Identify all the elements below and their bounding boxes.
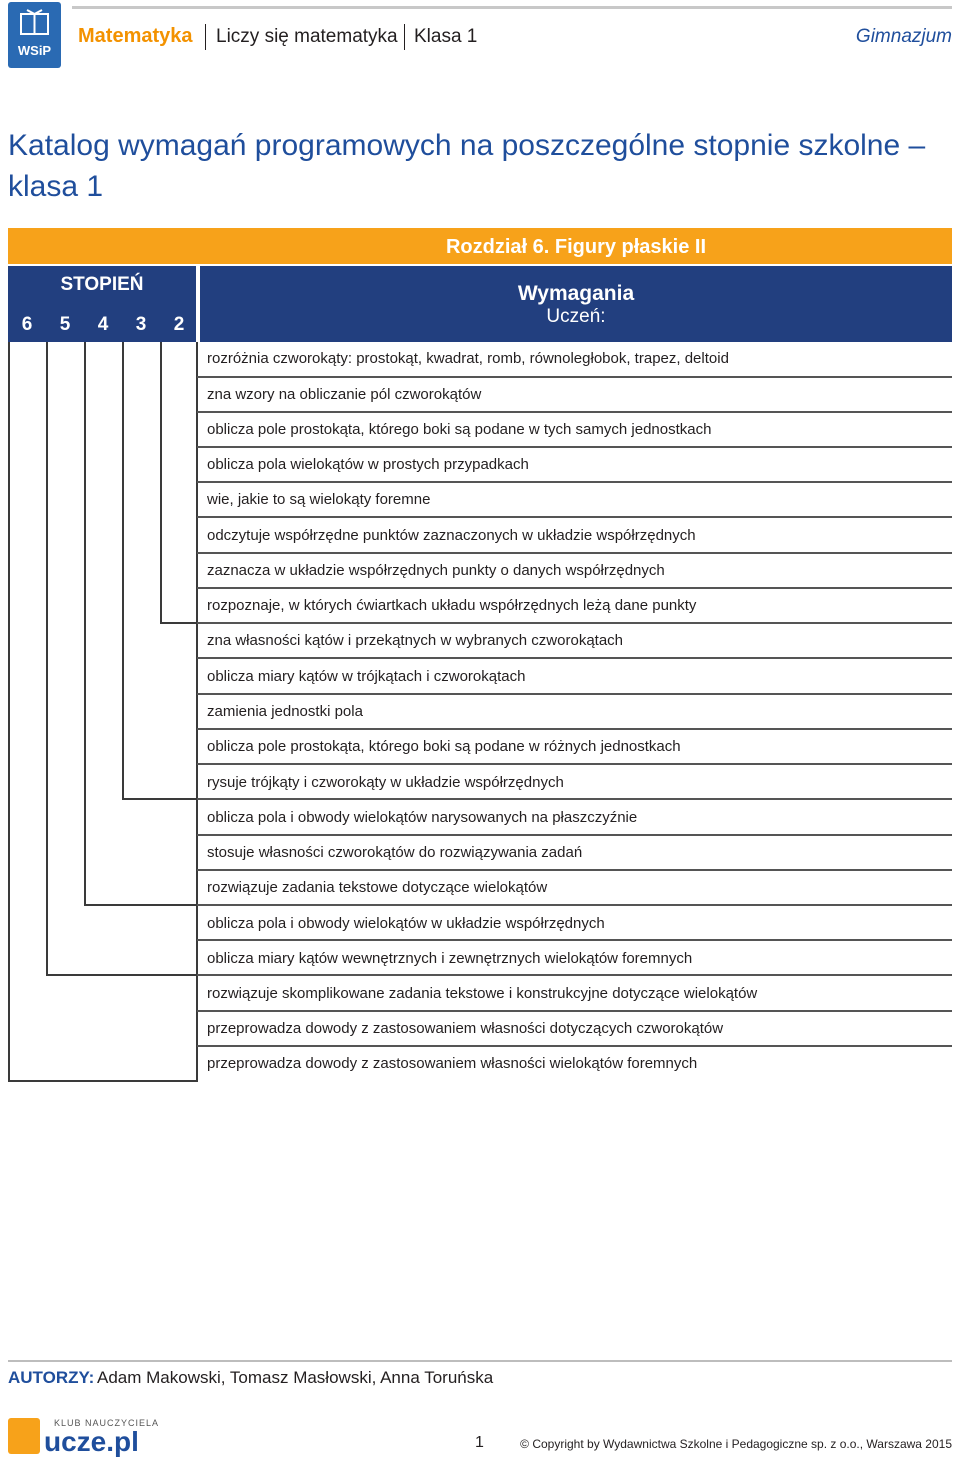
authors-names: Adam Makowski, Tomasz Masłowski, Anna Toruńska <box>97 1368 494 1387</box>
requirement-row: oblicza pola i obwody wielokątów narysowanych na płaszczyźnie <box>207 809 638 826</box>
requirement-row: przeprowadza dowody z zastosowaniem własności dotyczących czworokątów <box>207 1020 724 1037</box>
requirement-row: rozróżnia czworokąty: prostokąt, kwadrat, romb, równoległobok, trapez, deltoid <box>207 350 729 367</box>
requirement-row: oblicza miary kątów wewnętrznych i zewnętrznych wielokątów foremnych <box>207 950 693 967</box>
row-divider <box>197 376 952 378</box>
requirement-row: rysuje trójkąty i czworokąty w układzie współrzędnych <box>207 774 564 791</box>
ucze-logo-icon <box>8 1418 40 1454</box>
club-label: KLUB NAUCZYCIELA <box>54 1418 160 1428</box>
row-divider <box>197 481 952 483</box>
requirement-row: rozwiązuje skomplikowane zadania tekstowe i konstrukcyjne dotyczące wielokątów <box>207 985 758 1002</box>
requirement-row: oblicza pole prostokąta, którego boki są podane w różnych jednostkach <box>207 738 681 755</box>
row-divider <box>197 1010 952 1012</box>
row-divider <box>197 939 952 941</box>
grade-5-bracket-end <box>46 974 198 976</box>
requirement-row: zna własności kątów i przekątnych w wybranych czworokątach <box>207 632 624 649</box>
grade-header-label: STOPIEŃ <box>60 274 144 295</box>
requirement-row: oblicza pole prostokąta, którego boki są podane w tych samych jednostkach <box>207 421 712 438</box>
grade-4-bracket <box>84 342 86 906</box>
row-divider <box>197 587 952 589</box>
copyright: © Copyright by Wydawnictwa Szkolne i Pedagogiczne sp. z o.o., Warszawa 2015 <box>520 1437 952 1451</box>
requirement-row: zaznacza w układzie współrzędnych punkty o danych współrzędnych <box>207 562 665 579</box>
ucze-brand: ucze.pl <box>44 1426 139 1457</box>
requirement-row: rozwiązuje zadania tekstowe dotyczące wielokątów <box>207 879 548 896</box>
requirement-row: oblicza miary kątów w trójkątach i czworokątach <box>207 668 526 685</box>
requirements-label: Wymagania <box>517 282 635 305</box>
row-divider <box>197 516 952 518</box>
grade-2-bracket-end <box>160 622 198 624</box>
requirement-row: przeprowadza dowody z zastosowaniem własności wielokątów foremnych <box>207 1055 698 1072</box>
requirement-row: zamienia jednostki pola <box>207 703 363 720</box>
row-divider <box>197 411 952 413</box>
header-separator <box>205 24 206 50</box>
row-divider <box>197 974 952 976</box>
row-divider <box>197 552 952 554</box>
grade-2: 2 <box>173 314 185 335</box>
row-divider <box>197 834 952 836</box>
authors-label: AUTORZY: <box>8 1368 95 1387</box>
row-divider <box>197 904 952 906</box>
row-divider <box>197 622 952 624</box>
grade-2-bracket <box>160 342 162 624</box>
row-divider <box>197 1045 952 1047</box>
grade-3-bracket-end <box>122 798 198 800</box>
table-bottom-rule <box>8 1080 198 1082</box>
row-divider <box>197 693 952 695</box>
row-divider <box>197 869 952 871</box>
grade-3-bracket <box>122 342 124 800</box>
requirement-row: oblicza pola i obwody wielokątów w układzie współrzędnych <box>207 915 605 932</box>
row-divider <box>197 446 952 448</box>
chapter-title: Rozdział 6. Figury płaskie II <box>445 236 707 258</box>
row-divider <box>197 728 952 730</box>
requirement-row: odczytuje współrzędne punktów zaznaczonych w układzie współrzędnych <box>207 527 696 544</box>
book-icon <box>18 8 51 40</box>
requirement-row: stosuje własności czworokątów do rozwiązywania zadań <box>207 844 583 861</box>
grade-4-bracket-end <box>84 904 198 906</box>
logo-text: WSiP <box>17 43 52 58</box>
requirements-left-border <box>196 342 198 1082</box>
requirement-row: oblicza pola wielokątów w prostych przypadkach <box>207 456 529 473</box>
student-label: Uczeń: <box>546 306 606 327</box>
requirement-row: zna wzory na obliczanie pól czworokątów <box>207 386 482 403</box>
row-divider <box>197 657 952 659</box>
requirement-row: wie, jakie to są wielokąty foremne <box>207 491 431 508</box>
page-number: 1 <box>475 1434 484 1451</box>
grade-6: 6 <box>21 314 33 335</box>
grade-3: 3 <box>135 314 147 335</box>
requirement-row: rozpoznaje, w których ćwiartkach układu współrzędnych leżą dane punkty <box>207 597 697 614</box>
grade-5-bracket <box>46 342 48 976</box>
header-rule <box>72 6 952 9</box>
row-divider <box>197 798 952 800</box>
class-label: Klasa 1 <box>414 26 478 47</box>
row-divider <box>197 763 952 765</box>
footer-rule <box>8 1360 952 1362</box>
grade-6-bracket <box>8 342 10 1082</box>
series-label: Liczy się matematyka <box>216 26 398 47</box>
grade-4: 4 <box>97 314 109 335</box>
school-level-label: Gimnazjum <box>855 26 952 47</box>
header-separator <box>404 24 405 50</box>
grade-5: 5 <box>59 314 71 335</box>
subject-label: Matematyka <box>78 25 193 47</box>
page-title: Katalog wymagań programowych na poszczególne stopnie szkolne – klasa 1 <box>8 129 926 203</box>
